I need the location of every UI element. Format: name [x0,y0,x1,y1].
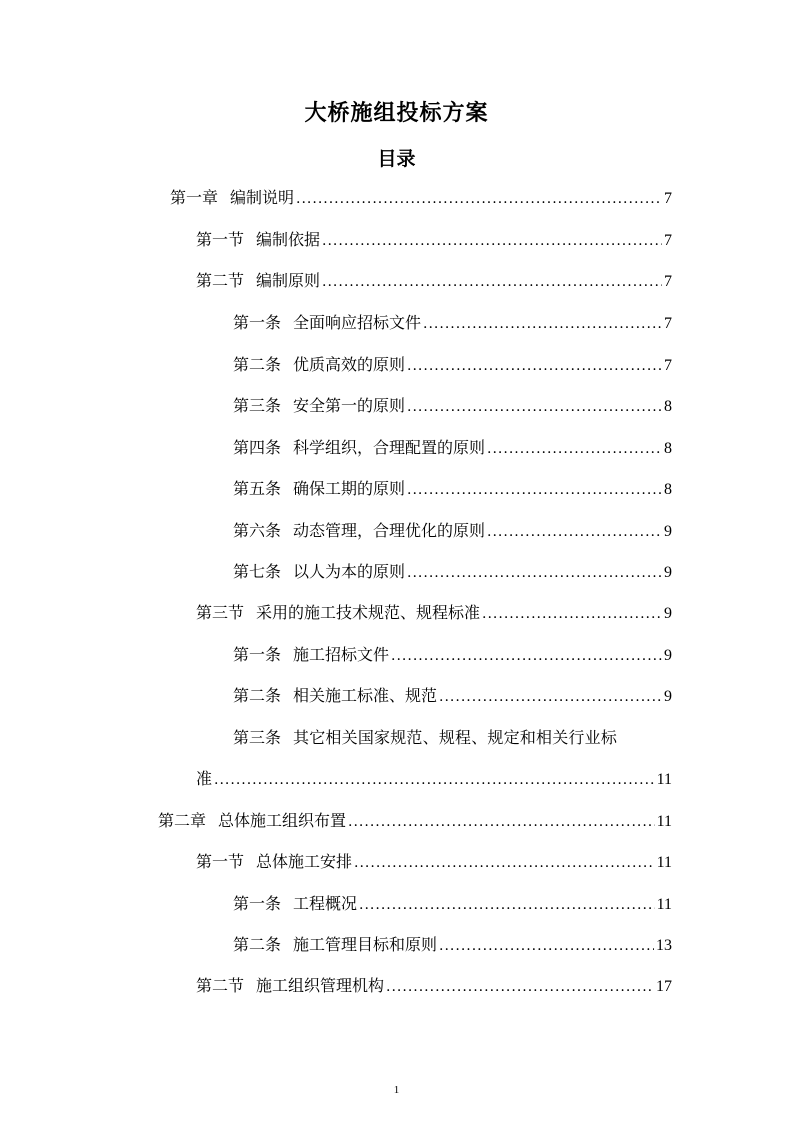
toc-entry-section[interactable] [196,227,672,253]
toc-leader-dots [487,519,662,545]
toc-entry-article-wrapped-continuation[interactable] [196,766,672,792]
toc-label: 第三条 [233,728,282,747]
toc-title: 工程概况 [293,894,358,913]
toc-page-number: 8 [664,398,672,415]
toc-title: 确保工期的原则 [293,479,406,498]
toc-leader-dots [423,311,662,337]
toc-entry-article[interactable] [233,352,672,378]
toc-page-number: 9 [664,688,672,705]
toc-entry-article[interactable] [233,393,672,419]
toc-leader-dots [439,684,662,710]
toc-title: 施工管理目标和原则 [293,935,438,954]
toc-label: 第一节 [196,230,245,249]
toc-page-number: 9 [664,647,672,664]
toc-label: 第二节 [196,271,245,290]
toc-entry-article[interactable] [233,435,672,461]
toc-entry-article[interactable] [233,932,672,958]
toc-leader-dots [407,560,662,586]
toc-page-number: 11 [656,896,672,913]
toc-entry-article[interactable] [233,683,672,709]
toc-entry-article[interactable] [233,891,672,917]
toc-title: 相关施工标准、规范 [293,686,438,705]
toc-page-number: 9 [664,605,672,622]
toc-leader-dots [482,601,662,627]
toc-label: 第二条 [233,355,282,374]
toc-label: 第一条 [233,313,282,332]
toc-title: 全面响应招标文件 [293,313,422,332]
toc-leader-dots [487,436,662,462]
toc-entry-section[interactable] [196,268,672,294]
toc-heading: 目录 [377,148,416,170]
toc-label: 第六条 [233,521,282,540]
toc-label: 第二章 [158,811,207,830]
toc-title: 采用的施工技术规范、规程标准 [256,603,481,622]
toc-leader-dots [348,809,655,835]
toc-page-number: 11 [656,813,672,830]
toc-title: 安全第一的原则 [293,396,406,415]
toc-entry-article[interactable] [233,559,672,585]
toc-leader-dots [296,186,662,212]
toc-label: 第三节 [196,603,245,622]
toc-entry-chapter[interactable] [170,185,672,211]
toc-label: 第四条 [233,438,282,457]
toc-title: 编制依据 [256,230,321,249]
toc-page-number: 7 [664,315,672,332]
toc-page-number: 7 [664,232,672,249]
toc-leader-dots [214,767,655,793]
toc-page-number: 13 [656,937,672,954]
toc-leader-dots [386,974,654,1000]
toc-label: 第五条 [233,479,282,498]
toc-label: 第二条 [233,686,282,705]
toc-label: 第三条 [233,396,282,415]
toc-page-number: 7 [664,190,672,207]
toc-leader-dots [354,850,655,876]
toc-entry-section[interactable] [196,600,672,626]
toc-page-number: 7 [664,357,672,374]
toc-leader-dots [322,228,662,254]
toc-title: 总体施工组织布置 [218,811,347,830]
toc-title: 以人为本的原则 [293,562,406,581]
toc-label: 第二条 [233,935,282,954]
toc-title: 优质高效的原则 [293,355,406,374]
toc-label: 第七条 [233,562,282,581]
toc-page-number: 7 [664,273,672,290]
toc-entry-section[interactable] [196,973,672,999]
toc-leader-dots [407,353,662,379]
toc-page-number: 8 [664,440,672,457]
document-title: 大桥施组投标方案 [304,101,489,126]
toc-leader-dots [407,477,662,503]
toc-leader-dots [407,394,662,420]
toc-entry-article[interactable] [233,518,672,544]
toc-title: 科学组织，合理配置的原则 [293,438,486,457]
toc-title: 总体施工安排 [256,852,353,871]
toc-label: 第一章 [170,188,219,207]
toc-title: 动态管理，合理优化的原则 [293,521,486,540]
toc-label: 第一条 [233,894,282,913]
toc-page-number: 11 [656,854,672,871]
toc-entry-article[interactable] [233,476,672,502]
toc-title: 其它相关国家规范、规程、规定和相关行业标 [293,728,618,747]
toc-leader-dots [439,933,654,959]
toc-label: 第一节 [196,852,245,871]
toc-title: 编制说明 [230,188,295,207]
toc-page-number: 11 [656,771,672,788]
toc-label: 第二节 [196,976,245,995]
toc-title-continuation: 准 [196,769,213,788]
toc-leader-dots [391,643,662,669]
toc-page-number: 17 [656,978,672,995]
toc-title: 施工招标文件 [293,645,390,664]
toc-title: 施工组织管理机构 [256,976,385,995]
toc-title: 编制原则 [256,271,321,290]
toc-entry-article[interactable] [233,642,672,668]
toc-page-number: 9 [664,564,672,581]
toc-entry-section[interactable] [196,849,672,875]
toc-leader-dots [359,892,655,918]
toc-entry-article-wrapped[interactable] [233,725,672,751]
toc-page-number: 8 [664,481,672,498]
page-number-footer: 1 [393,1084,400,1096]
toc-entry-chapter[interactable] [158,808,672,834]
toc-page-number: 9 [664,523,672,540]
toc-label: 第一条 [233,645,282,664]
toc-leader-dots [322,269,662,295]
toc-entry-article[interactable] [233,310,672,336]
